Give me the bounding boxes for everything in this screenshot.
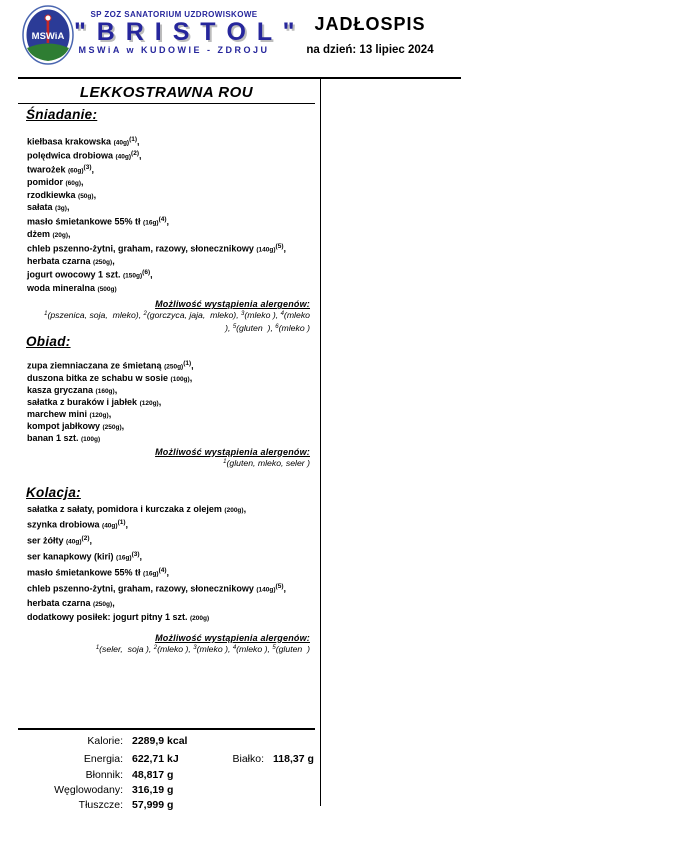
- allergen-superscript: 1: [95, 644, 100, 651]
- doc-title: JADŁOSPIS: [314, 14, 426, 34]
- menu-item: [27, 283, 316, 296]
- item-name: rzodkiewka: [27, 189, 79, 200]
- item-separator: ,: [68, 229, 71, 240]
- document-title-block: [290, 14, 450, 56]
- menu-section-kolacja: [18, 485, 316, 655]
- item-portion: (250g): [93, 600, 113, 608]
- menu-items-kolacja: [18, 503, 316, 626]
- item-name: sałatka z sałaty, pomidora i kurczaka z olejem: [27, 504, 225, 514]
- sanatorium-logo: [22, 5, 74, 65]
- item-name: zupa ziemniaczana ze śmietaną: [27, 360, 165, 371]
- item-separator: ,: [112, 255, 115, 266]
- item-superscript: (1): [117, 519, 126, 527]
- organization-block: [74, 10, 297, 55]
- item-separator: ,: [166, 216, 170, 227]
- menu-item: [27, 533, 316, 549]
- item-name: masło śmietankowe 55% tł: [27, 216, 144, 227]
- item-separator: ,: [121, 420, 125, 431]
- allergen-superscript: 3: [193, 644, 197, 651]
- item-portion: (250g): [93, 258, 113, 266]
- nutrition-row: [18, 753, 179, 765]
- allergen-superscript: 2: [153, 644, 158, 651]
- menu-section-obiad: [18, 334, 316, 469]
- item-separator: ,: [89, 535, 93, 546]
- column-divider: [320, 78, 321, 806]
- item-name: herbata czarna: [27, 255, 94, 266]
- item-portion: (100g): [170, 375, 190, 383]
- allergen-superscript: 6: [275, 323, 279, 330]
- item-portion: (120g): [139, 399, 159, 407]
- nutrition-label: Błonnik:: [85, 769, 123, 781]
- item-name: herbata czarna: [27, 597, 94, 608]
- item-superscript: (4): [158, 216, 167, 224]
- nutrition-label: Węglowodany:: [54, 784, 123, 796]
- allergen-heading: Możliwość wystąpienia alergenów:: [155, 299, 310, 310]
- allergen-superscript: 5: [272, 644, 276, 651]
- section-heading-kolacja: Kolacja:: [26, 485, 81, 500]
- allergen-line: $^1$(gluten, mleko, seler ): [223, 457, 310, 468]
- item-name: pomidor: [27, 177, 66, 188]
- item-separator: ,: [191, 360, 194, 371]
- menu-item: [27, 397, 316, 409]
- item-superscript: (3): [131, 551, 140, 559]
- item-superscript: (1): [129, 136, 138, 143]
- item-superscript: (2): [81, 535, 90, 543]
- item-separator: ,: [158, 396, 162, 407]
- item-portion: (100g): [81, 435, 101, 443]
- item-separator: ,: [283, 583, 287, 594]
- item-separator: ,: [112, 597, 115, 608]
- item-separator: ,: [66, 202, 70, 213]
- item-superscript: (4): [158, 567, 167, 575]
- item-portion: (3g): [55, 205, 67, 213]
- menu-item: [27, 433, 316, 445]
- item-superscript: (6): [142, 269, 151, 277]
- menu-item: [27, 149, 316, 163]
- item-separator: ,: [139, 150, 142, 161]
- item-name: dżem: [27, 229, 53, 240]
- item-portion: (200g): [224, 507, 244, 514]
- item-name: polędwica drobiowa: [27, 150, 116, 161]
- item-portion: (250g): [102, 423, 122, 431]
- menu-item: [27, 215, 316, 229]
- item-portion: (50g): [78, 192, 94, 200]
- item-name: sałatka z buraków i jabłek: [27, 396, 140, 407]
- item-portion: (140g): [256, 246, 276, 254]
- menu-items-sniadanie: [18, 135, 316, 295]
- nutrition-label: Tłuszcze:: [78, 799, 123, 811]
- item-separator: ,: [243, 504, 247, 514]
- item-portion: (60g): [65, 180, 82, 188]
- item-name: duszona bitka ze schabu w sosie: [27, 372, 171, 383]
- item-superscript: (1): [183, 360, 192, 367]
- menu-item: [27, 358, 316, 373]
- allergen-note-obiad: [18, 447, 316, 470]
- allergen-superscript: 5: [232, 323, 237, 330]
- item-name: banan 1 szt.: [27, 432, 82, 443]
- item-name: twarożek: [27, 164, 69, 175]
- menu-item: [27, 202, 316, 215]
- item-portion: (20g): [52, 232, 69, 240]
- nutrition-label: Energia:: [83, 753, 123, 765]
- menu-items-obiad: [18, 358, 316, 445]
- nutrition-row: [18, 769, 173, 781]
- item-separator: ,: [81, 177, 84, 188]
- menu-item: [27, 581, 316, 597]
- nutrition-value: 316,19 g: [132, 784, 174, 796]
- menu-item: [27, 611, 316, 625]
- menu-item: [27, 135, 316, 149]
- menu-item: [27, 268, 316, 282]
- menu-item: [27, 549, 316, 565]
- protein-pair: [204, 753, 314, 765]
- allergen-note-kolacja: [18, 633, 316, 656]
- item-name: ser kanapkowy (kiri): [27, 551, 117, 562]
- item-portion: (500g): [97, 285, 117, 293]
- item-portion: (60g): [68, 167, 84, 175]
- org-line1: SP ZOZ SANATORIUM UZDROWISKOWE: [90, 10, 258, 19]
- item-name: marchew mini: [27, 408, 90, 419]
- allergen-heading: Możliwość wystąpienia alergenów:: [155, 632, 310, 643]
- nutrition-row: [18, 799, 173, 811]
- mswia-emblem-icon: [22, 5, 74, 65]
- item-name: ser żółty: [27, 535, 67, 546]
- menu-item: [27, 163, 316, 177]
- item-name: woda mineralna: [27, 282, 98, 293]
- section-heading-sniadanie: Śniadanie:: [26, 107, 98, 122]
- item-portion: (16g): [143, 219, 159, 227]
- item-name: kasza gryczana: [27, 384, 96, 395]
- item-portion: (150g): [123, 272, 143, 280]
- menu-item: [27, 177, 316, 190]
- item-separator: ,: [150, 269, 153, 280]
- menu-item: [27, 421, 316, 433]
- nutrition-value: 57,999 g: [132, 799, 174, 811]
- menu-item: [27, 242, 316, 256]
- item-portion: (120g): [89, 411, 109, 419]
- nutrition-value: 622,71 kJ: [132, 753, 179, 765]
- item-portion: (160g): [95, 387, 115, 395]
- item-superscript: (2): [131, 150, 139, 158]
- item-separator: ,: [93, 189, 97, 200]
- item-separator: ,: [189, 372, 193, 383]
- item-name: masło śmietankowe 55% tł: [27, 567, 144, 578]
- item-name: kiełbasa krakowska: [27, 136, 114, 147]
- protein-value: 118,37 g: [273, 753, 314, 765]
- allergen-superscript: 3: [241, 311, 245, 318]
- nutrition-label: Kalorie:: [87, 735, 123, 747]
- item-separator: ,: [283, 243, 287, 254]
- item-name: sałata: [27, 202, 56, 213]
- item-name: chleb pszenno-żytni, graham, razowy, słonecznikowy: [27, 583, 257, 594]
- nutrition-row: [18, 784, 173, 796]
- section-heading-obiad: Obiad:: [26, 334, 71, 349]
- item-separator: ,: [91, 164, 95, 175]
- item-name: kompot jabłkowy: [27, 420, 103, 431]
- header-rule: [18, 77, 461, 79]
- item-name: jogurt owocowy 1 szt.: [27, 269, 124, 280]
- item-separator: ,: [166, 567, 170, 578]
- item-superscript: (3): [83, 164, 92, 172]
- menu-item: [27, 517, 316, 533]
- allergen-note-sniadanie: [18, 299, 316, 334]
- item-separator: ,: [137, 136, 140, 147]
- allergen-line: $^1$(pszenica, soja, mleko), $^2$(gorczyca, jaja, mleko), $^3$(mleko ), $^4$(mleko: [44, 310, 310, 321]
- diet-title: LEKKOSTRAWNA ROU: [79, 84, 254, 101]
- item-portion: (16g): [116, 554, 132, 562]
- menu-item: [27, 597, 316, 611]
- menu-item: [27, 565, 316, 581]
- menu-item: [27, 503, 316, 517]
- protein-label: Białko:: [232, 753, 264, 765]
- item-separator: ,: [125, 519, 129, 530]
- item-separator: ,: [139, 551, 143, 562]
- doc-date: na dzień: 13 lipiec 2024: [306, 44, 434, 56]
- diet-title-rule: [18, 103, 315, 104]
- item-portion: (40g): [102, 522, 118, 530]
- item-superscript: (5): [275, 242, 284, 250]
- item-portion: (40g): [113, 139, 130, 147]
- org-name-bristol: " B R I S T O L ": [74, 18, 297, 46]
- allergen-heading: Możliwość wystąpienia alergenów:: [155, 446, 310, 457]
- item-separator: ,: [108, 408, 112, 419]
- item-portion: (40g): [115, 153, 132, 161]
- logo-mswia-text: MSWiA: [31, 31, 65, 42]
- item-name: dodatkowy posiłek: jogurt pitny 1 szt.: [27, 612, 191, 623]
- allergen-superscript: 1: [44, 311, 48, 318]
- item-separator: ,: [114, 384, 118, 395]
- menu-item: [27, 190, 316, 203]
- org-line2: MSWiA w KUDOWIE - ZDROJU: [78, 45, 270, 55]
- menu-item: [27, 373, 316, 385]
- allergen-superscript: 4: [280, 311, 284, 318]
- menu-item: [27, 256, 316, 269]
- allergen-superscript: 4: [232, 644, 237, 651]
- item-name: szynka drobiowa: [27, 519, 103, 530]
- item-portion: (200g): [190, 615, 210, 623]
- menu-item: [27, 229, 316, 242]
- item-superscript: (5): [275, 583, 284, 591]
- allergen-line: ), $^5$(gluten ), $^6$(mleko ): [225, 322, 310, 333]
- item-portion: (40g): [66, 538, 82, 546]
- menu-item: [27, 385, 316, 397]
- nutrition-row: [18, 735, 187, 747]
- nutrition-value: 2289,9 kcal: [132, 735, 188, 747]
- allergen-line: $^1$(seler, soja ), $^2$(mleko ), $^3$(mleko ), $^4$(mleko ), $^5$(gluten ): [95, 643, 310, 654]
- item-portion: (250g): [164, 363, 184, 371]
- menu-item: [27, 409, 316, 421]
- item-name: chleb pszenno-żytni, graham, razowy, słonecznikowy: [27, 243, 257, 254]
- allergen-superscript: 2: [143, 311, 147, 318]
- nutrition-rule: [18, 728, 315, 730]
- allergen-superscript: 1: [223, 458, 227, 465]
- item-portion: (140g): [256, 586, 276, 594]
- menu-section-sniadanie: [18, 107, 316, 334]
- item-portion: (16g): [143, 570, 159, 578]
- nutrition-value: 48,817 g: [132, 769, 174, 781]
